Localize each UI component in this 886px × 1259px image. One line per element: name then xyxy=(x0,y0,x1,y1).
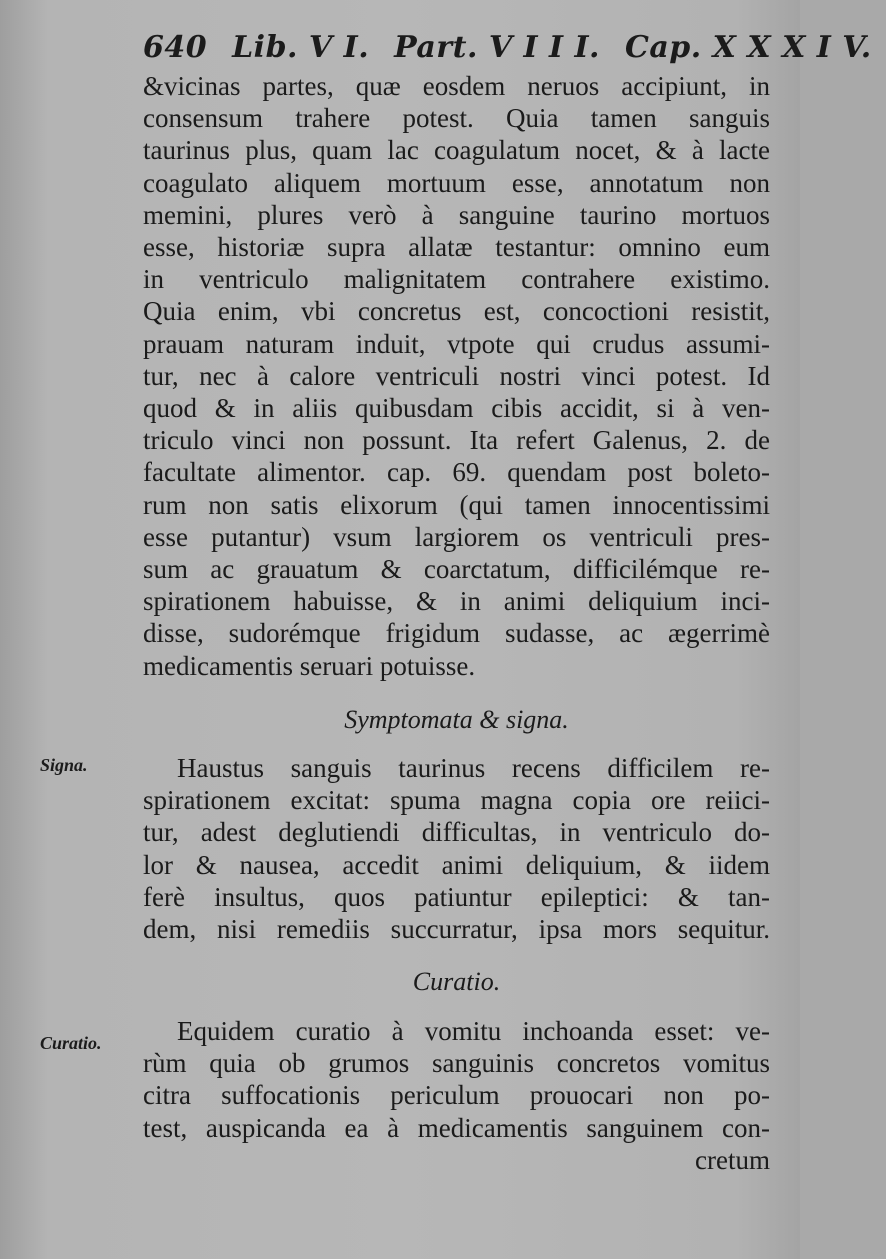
text-line: in ventriculo malignitatem contrahere existimo. xyxy=(143,264,770,295)
text-line: dem, nisi remediis succurratur, ipsa mors sequitur. xyxy=(143,914,770,945)
running-head xyxy=(143,30,872,65)
text-line: tur, nec à calore ventriculi nostri vinci potest. Id xyxy=(143,360,770,391)
text-line: rùm quia ob grumos sanguinis concretos vomitus xyxy=(143,1048,770,1079)
text-line: coagulato aliquem mortuum esse, annotatum non xyxy=(143,167,770,198)
text-line: spirationem habuisse, & in animi deliquium inci- xyxy=(143,586,770,617)
text-line: facultate alimentor. cap. 69. quendam post boleto- xyxy=(143,457,770,488)
margin-note-signa: Signa. xyxy=(40,755,88,775)
text-line: spirationem excitat: spuma magna copia ore reiici- xyxy=(143,785,770,816)
text-line: tur, adest deglutiendi difficultas, in ventriculo do- xyxy=(143,817,770,848)
text-line: &vicinas partes, quæ eosdem neruos accipiunt, in xyxy=(143,71,770,101)
text-line: sum ac grauatum & coarctatum, difficilémque re- xyxy=(143,554,770,585)
text-line: lor & nausea, accedit animi deliquium, & iidem xyxy=(143,849,770,880)
text-line: disse, sudorémque frigidum sudasse, ac ægerrimè xyxy=(143,618,770,649)
page-number: 640 xyxy=(143,30,208,65)
book-number: Lib. V I. xyxy=(232,30,370,65)
text-line: consensum trahere potest. Quia tamen sanguis xyxy=(143,103,770,134)
text-line: Equidem curatio à vomitu inchoanda esset: ve- xyxy=(177,1016,770,1046)
chapter-number: Cap. X X X I V. xyxy=(624,30,872,65)
section-heading-cure: Curatio. xyxy=(412,967,501,996)
margin-note-curatio: Curatio. xyxy=(40,1033,102,1053)
text-line: taurinus plus, quam lac coagulatum nocet, & à lacte xyxy=(143,135,770,166)
text-line: prauam naturam induit, vtpote qui crudus assumi- xyxy=(143,328,770,359)
text-line: test, auspicanda ea à medicamentis sanguinem con- xyxy=(143,1112,770,1143)
text-line: quod & in aliis quibusdam cibis accidit, si à ven- xyxy=(143,393,770,424)
paragraph-2 xyxy=(143,752,770,945)
text-line: ferè insultus, quos patiuntur epileptici: & tan- xyxy=(143,881,770,912)
text-line: Quia enim, vbi concretus est, concoctioni resistit, xyxy=(143,296,770,327)
paragraph-3 xyxy=(143,1015,770,1176)
text-line: memini, plures verò à sanguine taurino mortuos xyxy=(143,199,770,230)
text-line: triculo vinci non possunt. Ita refert Galenus, 2. de xyxy=(143,425,770,456)
text-line: citra suffocationis periculum prouocari non po- xyxy=(143,1080,770,1111)
section-heading-symptoms: Symptomata & signa. xyxy=(344,705,569,734)
paragraph-1 xyxy=(143,70,770,682)
part-number: Part. V I I I. xyxy=(394,30,600,65)
catchword: cretum xyxy=(695,1144,770,1175)
text-line: Haustus sanguis taurinus recens difficilem re- xyxy=(177,753,770,783)
text-line: esse, historiæ supra allatæ testantur: omnino eum xyxy=(143,232,770,263)
text-line: medicamentis seruari potuisse. xyxy=(143,650,476,681)
text-line: rum non satis elixorum (qui tamen innocentissimi xyxy=(143,489,770,520)
text-line: esse putantur) vsum largiorem os ventriculi pres- xyxy=(143,521,770,552)
